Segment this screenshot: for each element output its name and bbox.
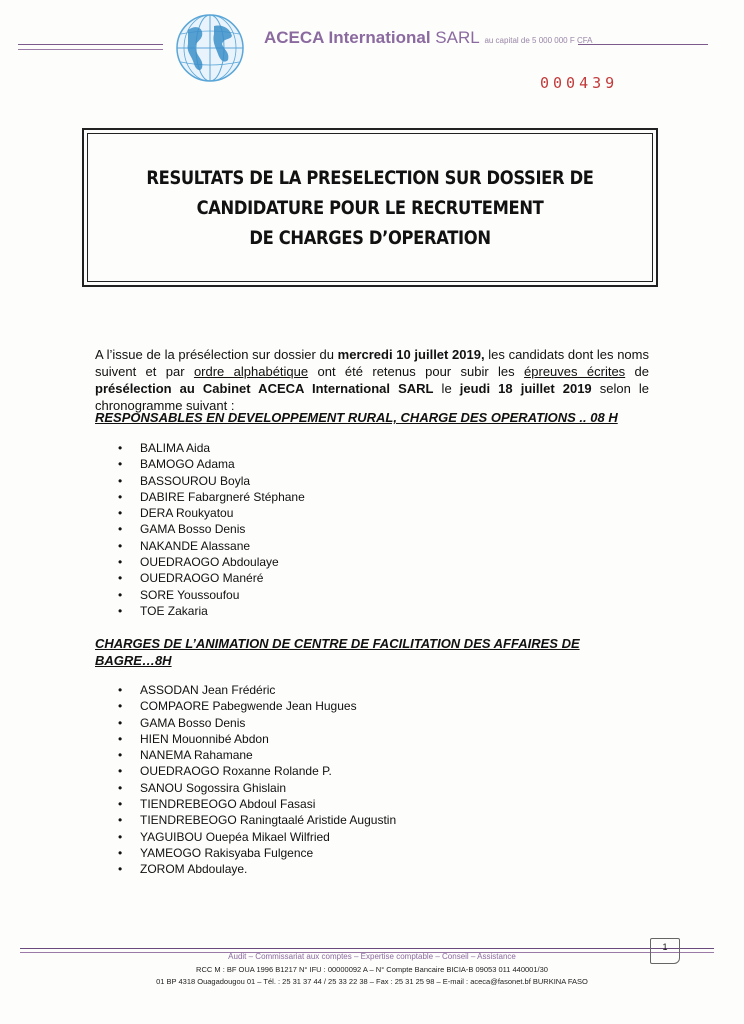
list-item: • COMPAORE Pabegwende Jean Hugues (118, 698, 396, 714)
company-suffix: SARL (435, 28, 480, 47)
list-item: • HIEN Mouonnibé Abdon (118, 731, 396, 747)
footer-contact: 01 BP 4318 Ouagadougou 01 – Tél. : 25 31 37 44 / 25 33 22 38 – Fax : 25 31 25 98 – E-mail : aceca@fasonet.bf BURKINA FASO (156, 977, 588, 986)
list-item: • DERA Roukyatou (118, 505, 305, 521)
serial-number: 000439 (540, 74, 619, 92)
list-item: • OUEDRAOGO Manéré (118, 570, 305, 586)
page-number: 1 (650, 938, 680, 964)
list-item: • TOE Zakaria (118, 603, 305, 619)
list-item: • BAMOGO Adama (118, 456, 305, 472)
list-item: • OUEDRAOGO Abdoulaye (118, 554, 305, 570)
footer-services: Audit – Commissariat aux comptes – Expertise comptable – Conseil – Assistance (228, 952, 516, 961)
list-item: • BASSOUROU Boyla (118, 473, 305, 489)
header-rule-left-secondary (18, 49, 163, 50)
header-rule-right (578, 44, 708, 45)
intro-text-6: selon le chronogramme suivant : (95, 381, 650, 413)
candidate-list-bagre-facilitation (118, 682, 396, 878)
intro-alphabetical-order: ordre alphabétique (193, 364, 309, 379)
intro-paragraph (95, 346, 649, 414)
list-item: • ASSODAN Jean Frédéric (118, 682, 396, 698)
list-item: • GAMA Bosso Denis (118, 715, 396, 731)
intro-date-exam: jeudi 18 juillet 2019 (459, 381, 592, 396)
section-heading-bagre-facilitation: CHARGES DE L’ANIMATION DE CENTRE DE FACILITATION DES AFFAIRES DE BAGRE…8H (95, 636, 580, 668)
list-item: • GAMA Bosso Denis (118, 521, 305, 537)
header-rule-left (18, 44, 163, 45)
list-item: • DABIRE Fabargneré Stéphane (118, 489, 305, 505)
list-item: • NANEMA Rahamane (118, 747, 396, 763)
intro-text-3: ont été retenus pour subir les (308, 364, 525, 379)
intro-text-2: les candidats dont les noms suivent et par (95, 347, 649, 379)
list-item: • BALIMA Aida (118, 440, 305, 456)
list-item: • OUEDRAOGO Roxanne Rolande P. (118, 763, 396, 779)
footer-registration: RCC M : BF OUA 1996 B1217 N° IFU : 00000092 A – N° Compte Bancaire BICIA-B 09053 011 440001/30 (196, 965, 548, 974)
intro-venue: présélection au Cabinet ACECA International SARL (95, 381, 434, 396)
company-name (264, 28, 593, 48)
list-item: • TIENDREBEOGO Raningtaalé Aristide Augustin (118, 812, 396, 828)
list-item: • SORE Youssoufou (118, 587, 305, 603)
company-name-text: ACECA International (264, 28, 431, 47)
title-box (82, 128, 658, 287)
intro-written-tests: épreuves écrites (524, 364, 626, 379)
list-item: • NAKANDE Alassane (118, 538, 305, 554)
company-capital: au capital de 5 000 000 F CFA (484, 36, 593, 45)
globe-logo-icon (174, 12, 246, 84)
footer-rule (20, 948, 714, 949)
candidate-list-rural-development (118, 440, 305, 619)
intro-text-5: le (433, 381, 460, 396)
document-title: RESULTATS DE LA PRESELECTION SUR DOSSIER DE CANDIDATURE POUR LE RECRUTEMENT DE CHARGES D’OPERATION (146, 166, 594, 249)
list-item: • YAGUIBOU Ouepéa Mikael Wilfried (118, 829, 396, 845)
list-item: • TIENDREBEOGO Abdoul Fasasi (118, 796, 396, 812)
title-box-inner (87, 133, 653, 282)
intro-date-preselection: mercredi 10 juillet 2019, (337, 347, 485, 362)
list-item: • SANOU Sogossira Ghislain (118, 780, 396, 796)
list-item: • YAMEOGO Rakisyaba Fulgence (118, 845, 396, 861)
intro-text-1: A l’issue de la présélection sur dossier du (95, 347, 338, 362)
section-heading-rural-development: RESPONSABLES EN DEVELOPPEMENT RURAL, CHARGE DES OPERATIONS .. 08 H (95, 410, 618, 425)
intro-text-4: de (625, 364, 650, 379)
list-item: • ZOROM Abdoulaye. (118, 861, 396, 877)
